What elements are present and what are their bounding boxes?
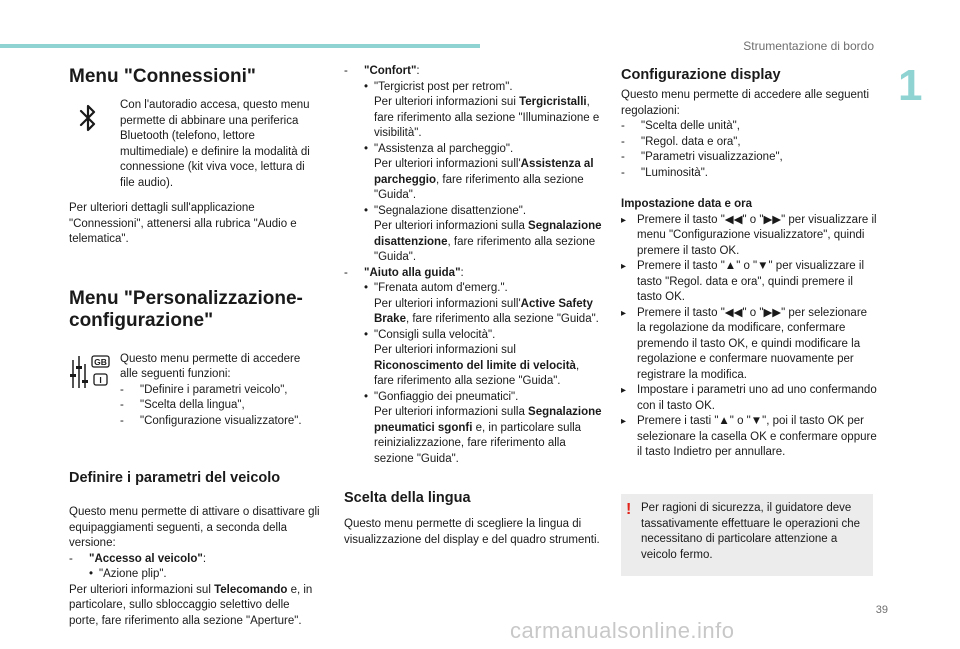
access-item <box>69 552 321 583</box>
menu-connections-title: Menu "Connessioni" <box>69 66 256 87</box>
menu-connections-text: Con l'autoradio accesa, questo menu permette di abbinare una periferica Bluetooth (telefono, lettore multimediale) e definire la modalità di connessione (kit viva voce, lettura di file audio). <box>120 99 310 189</box>
display-config-intro: Questo menu permette di accedere alle seguenti regolazioni: <box>621 89 870 117</box>
menu-personalization-list <box>120 383 321 430</box>
safety-warning-box <box>621 494 873 576</box>
access-more: Per ulteriori informazioni sul Telecomando e, in particolare, sullo sbloccaggio selettivo delle porte, fare riferimento alla sezione "Aperture". <box>69 583 313 627</box>
list-item: - "Luminosità". <box>621 166 877 182</box>
comfort-group: - "Confort": • "Tergicrist post per retrom". Per ulteriori informazioni sui Tergicristalli, fare riferimento alla sezione "Illuminazione e visibilità". • "Assistenza al parcheggio". Per ulteriori informazioni sull'Assistenza al parcheggio, fare riferimento alla sezione "Guida". • "Segnalazione disattenzione". Per ulteriori informazioni sulla Segnalazione disattenzione, fare riferimento alla sezione "Guida". <box>344 64 602 266</box>
list-item: • "Azione plip". <box>89 567 321 583</box>
list-item: - "Scelta della lingua", <box>120 398 321 414</box>
list-item: - "Definire i parametri veicolo", <box>120 383 321 399</box>
menu-personalization-intro: Questo menu permette di accedere alle seguenti funzioni: <box>120 352 301 380</box>
vehicle-params-text: Questo menu permette di attivare o disattivare gli equipaggiamenti seguenti, a seconda della versione: <box>69 506 320 549</box>
list-item: • "Consigli sulla velocità". Per ulteriori informazioni sul Riconoscimento del limite di velocità, fare riferimento alla sezione "Guida". <box>364 328 602 390</box>
menu-personalization-block <box>69 352 321 430</box>
step-item: ▸ Impostare i parametri uno ad uno confermando con il tasto OK. <box>621 383 877 414</box>
column-left <box>69 66 321 629</box>
list-item: - "Scelta delle unità", <box>621 119 877 135</box>
step-item: ▸ Premere i tasti "▲" o "▼", poi il tasto OK per selezionare la casella OK e confermare oppure il tasto Indietro per annullare. <box>621 414 877 461</box>
step-item: ▸ Premere il tasto "▲" o "▼" per visualizzare il tasto "Regol. data e ora", quindi premere il tasto OK. <box>621 259 877 306</box>
date-time-title: Impostazione data e ora <box>621 198 753 210</box>
list-item: - "Regol. data e ora", <box>621 135 877 151</box>
display-config-title: Configurazione display <box>621 67 781 83</box>
warning-icon: ! <box>626 501 632 518</box>
settings-sliders-icon <box>69 352 120 430</box>
list-item: - "Parametri visualizzazione", <box>621 150 877 166</box>
language-title: Scelta della lingua <box>344 490 471 506</box>
list-item: • "Gonfiaggio dei pneumatici". Per ulteriori informazioni sulla Segnalazione pneumatici sgonfi e, in particolare sulla reinizializzazione, fare riferimento alla sezione "Guida". <box>364 390 602 468</box>
driving-aid-title: "Aiuto alla guida" <box>364 266 461 279</box>
menu-personalization-title: Menu "Personalizzazione-configurazione" <box>69 287 303 331</box>
gb-label: GB <box>94 356 107 367</box>
i-label: I <box>99 374 102 385</box>
watermark: carmanualsonline.info <box>510 618 735 643</box>
access-title: "Accesso al veicolo" <box>89 552 203 565</box>
chapter-number: 1 <box>898 61 923 110</box>
bluetooth-icon <box>69 98 120 191</box>
language-text: Questo menu permette di scegliere la lingua di visualizzazione del display e del quadro strumenti. <box>344 518 600 546</box>
list-item: • "Tergicrist post per retrom". Per ulteriori informazioni sui Tergicristalli, fare riferimento alla sezione "Illuminazione e visibilità". <box>364 80 602 142</box>
list-item: • "Assistenza al parcheggio". Per ulteriori informazioni sull'Assistenza al parcheggio, fare riferimento alla sezione "Guida". <box>364 142 602 204</box>
step-item: ▸ Premere il tasto "◀◀" o "▶▶" per selezionare la regolazione da modificare, confermare premendo il tasto OK, e quindi modificare la regolazione e confermare nuovamente per registrare la modifica. <box>621 306 877 384</box>
menu-connections-more: Per ulteriori dettagli sull'applicazione "Connessioni", attenersi alla rubrica "Audio e telematica". <box>69 202 297 245</box>
vehicle-params-title: Definire i parametri del veicolo <box>69 470 281 486</box>
safety-warning-text: Per ragioni di sicurezza, il guidatore deve tassativamente effettuare le operazioni che necessitano di particolare attenzione a veicolo fermo. <box>641 502 861 561</box>
list-item: • "Segnalazione disattenzione". Per ulteriori informazioni sulla Segnalazione disattenzione, fare riferimento alla sezione "Guida". <box>364 204 602 266</box>
access-colon: : <box>202 552 207 565</box>
driving-aid-group: - "Aiuto alla guida": • "Frenata autom d'emerg.". Per ulteriori informazioni sull'Active Safety Brake, fare riferimento alla sezione "Guida". • "Consigli sulla velocità". Per ulteriori informazioni sul Riconoscimento del limite di velocità, fare riferimento alla sezione "Guida". • "Gonfiaggio dei pneumatici". Per ulteriori informazioni sulla Segnalazione pneumatici sgonfi e, in particolare sulla reinizializzazione, fare riferimento alla sezione "Guida". <box>344 266 602 468</box>
step-item: ▸ Premere il tasto "◀◀" o "▶▶" per visualizzare il menu "Configurazione visualizzatore", quindi premere il tasto OK. <box>621 213 877 260</box>
menu-connections-block <box>69 98 321 191</box>
header-accent-bar <box>0 44 480 48</box>
column-middle <box>344 64 602 548</box>
list-item: • "Frenata autom d'emerg.". Per ulteriori informazioni sull'Active Safety Brake, fare riferimento alla sezione "Guida". <box>364 281 602 328</box>
page-number: 39 <box>875 604 888 616</box>
list-item: - "Configurazione visualizzatore". <box>120 414 321 430</box>
column-right <box>621 66 877 461</box>
section-title: Strumentazione di bordo <box>743 39 874 53</box>
comfort-title: "Confort" <box>364 65 417 77</box>
